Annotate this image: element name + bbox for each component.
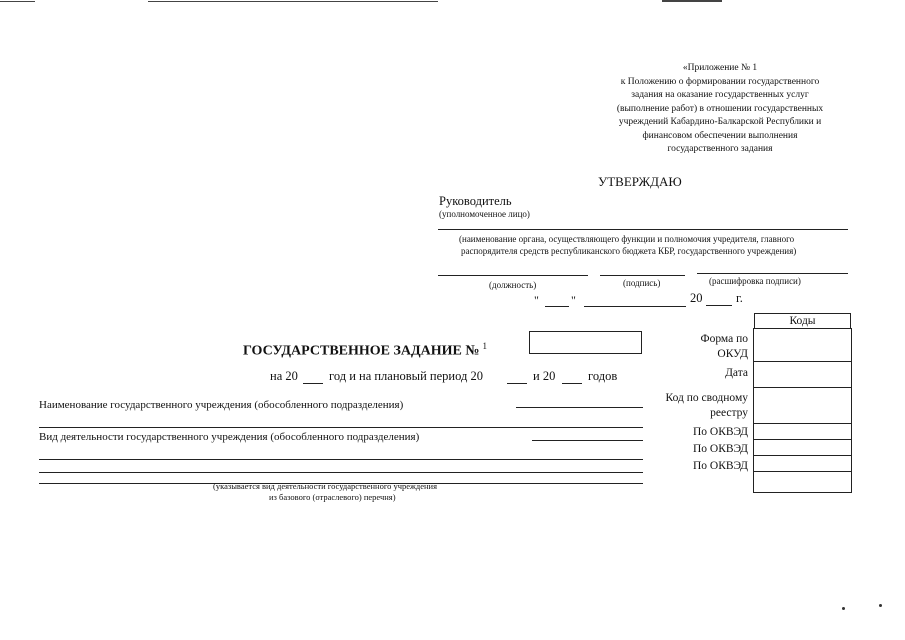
appendix-line: «Приложение № 1 bbox=[682, 63, 758, 73]
period-year-line[interactable] bbox=[303, 383, 323, 384]
period-mid: год и на плановый период 20 bbox=[329, 369, 483, 383]
date-month-line[interactable] bbox=[584, 306, 686, 307]
activity-hint-line1: (указывается вид деятельности государственного учреждения bbox=[213, 481, 437, 491]
institution-name-field-line[interactable] bbox=[516, 407, 643, 408]
codes-divider bbox=[754, 387, 851, 388]
organ-field-line[interactable] bbox=[438, 229, 848, 230]
registry-label bbox=[666, 391, 748, 421]
date-quote-close: " bbox=[571, 293, 576, 307]
scan-artifact-line bbox=[0, 1, 35, 2]
activity-line-2[interactable] bbox=[39, 459, 643, 460]
appendix-line: к Положению о формировании государственного bbox=[620, 76, 820, 87]
date-year-suffix: г. bbox=[736, 291, 743, 305]
institution-name-continuation-line[interactable] bbox=[39, 427, 643, 428]
organ-hint-line1: (наименование органа, осуществляющего функции и полномочия учредителя, главного bbox=[459, 234, 795, 244]
date-label: Дата bbox=[725, 367, 748, 379]
date-year-line[interactable] bbox=[706, 305, 732, 306]
appendix-line: государственного задания bbox=[667, 144, 773, 154]
okud-label bbox=[701, 332, 749, 362]
codes-divider bbox=[754, 439, 851, 440]
registry-label-line2: реестру bbox=[710, 407, 748, 419]
period-na: на 20 bbox=[270, 369, 298, 383]
okud-label-line1: Форма по bbox=[700, 333, 748, 345]
title-text: ГОСУДАРСТВЕННОЕ ЗАДАНИЕ № bbox=[243, 343, 480, 359]
okud-label-line2: ОКУД bbox=[717, 348, 748, 360]
plan-year1-line[interactable] bbox=[507, 383, 527, 384]
activity-hint-line2: из базового (отраслевого) перечня) bbox=[269, 492, 396, 502]
date-year-prefix: 20 bbox=[690, 291, 703, 305]
appendix-line: (выполнение работ) в отношении государственных bbox=[616, 103, 824, 114]
appendix-line: учреждений Кабардино-Балкарской Республики и bbox=[618, 117, 822, 127]
codes-divider bbox=[754, 455, 851, 456]
registry-label-line1: Код по сводному bbox=[665, 392, 748, 404]
activity-field-line[interactable] bbox=[532, 440, 643, 441]
activity-label: Вид деятельности государственного учреждения (обособленного подразделения) bbox=[39, 431, 420, 443]
title-footnote: 1 bbox=[482, 341, 487, 351]
plan-year2-line[interactable] bbox=[562, 383, 582, 384]
appendix-line: финансовом обеспечении выполнения bbox=[642, 130, 798, 141]
okved-label-2: По ОКВЭД bbox=[692, 443, 748, 455]
scan-speck bbox=[879, 604, 882, 607]
position-hint: (должность) bbox=[489, 280, 537, 290]
date-day-line[interactable] bbox=[545, 306, 569, 307]
scan-artifact-line bbox=[662, 0, 722, 2]
date-quote-open: " bbox=[534, 293, 539, 307]
codes-divider bbox=[754, 471, 851, 472]
period-and: и 20 bbox=[533, 369, 556, 383]
head-label: Руководитель bbox=[439, 194, 512, 208]
organ-hint-line2: распорядителя средств республиканского бюджета КБР, государственного учреждения) bbox=[461, 246, 797, 256]
decoding-field-line[interactable] bbox=[697, 273, 848, 274]
codes-divider bbox=[754, 423, 851, 424]
okved-label-1: По ОКВЭД bbox=[692, 426, 748, 438]
okved-label-3: По ОКВЭД bbox=[692, 460, 748, 472]
activity-line-3[interactable] bbox=[39, 472, 643, 473]
decoding-hint: (расшифровка подписи) bbox=[709, 276, 801, 286]
codes-header: Коды bbox=[754, 313, 851, 329]
approval-heading: УТВЕРЖДАЮ bbox=[598, 174, 682, 189]
scan-artifact-line bbox=[148, 1, 438, 2]
institution-name-label: Наименование государственного учреждения (обособленного подразделения) bbox=[39, 399, 404, 411]
position-field-line[interactable] bbox=[438, 275, 588, 276]
period-years: годов bbox=[588, 369, 618, 383]
page-title bbox=[243, 341, 487, 360]
appendix-line: задания на оказание государственных услуг bbox=[631, 90, 809, 100]
signature-field-line[interactable] bbox=[600, 275, 685, 276]
appendix-reference bbox=[585, 62, 855, 157]
codes-table bbox=[753, 328, 852, 493]
authorized-hint: (уполномоченное лицо) bbox=[439, 209, 530, 219]
task-number-field[interactable] bbox=[529, 331, 642, 354]
signature-hint: (подпись) bbox=[623, 278, 661, 288]
scan-speck bbox=[842, 607, 845, 610]
codes-divider bbox=[754, 361, 851, 362]
